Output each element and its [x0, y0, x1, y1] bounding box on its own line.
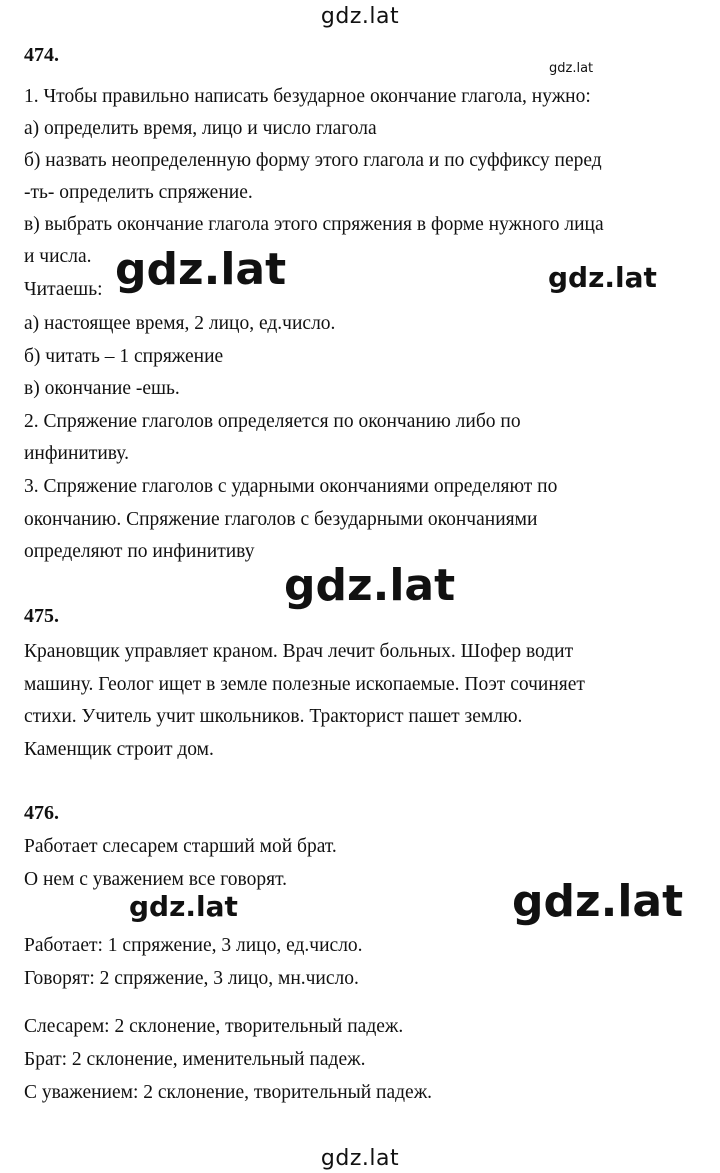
task-476-verb-line: Работает: 1 спряжение, 3 лицо, ед.число.: [24, 935, 363, 956]
watermark-large-3: gdz.lat: [512, 876, 684, 927]
task-474-line: 3. Спряжение глаголов с ударными окончаниями определяют по: [24, 476, 558, 497]
task-474-line: окончанию. Спряжение глаголов с безударными окончаниями: [24, 509, 538, 530]
watermark-large-1: gdz.lat: [115, 244, 287, 295]
task-474-line: Читаешь:: [24, 279, 103, 300]
task-474-number: 474.: [24, 44, 59, 66]
task-474-line: в) выбрать окончание глагола этого спряжения в форме нужного лица: [24, 214, 604, 235]
task-474-line: а) настоящее время, 2 лицо, ед.число.: [24, 313, 336, 334]
task-475-line: стихи. Учитель учит школьников. Тракторист пашет землю.: [24, 706, 523, 727]
task-474-line: в) окончание -ешь.: [24, 378, 180, 399]
task-474-line: б) назвать неопределенную форму этого глагола и по суффиксу перед: [24, 150, 602, 171]
task-476-verb-line: Говорят: 2 спряжение, 3 лицо, мн.число.: [24, 968, 359, 989]
task-474-line: 2. Спряжение глаголов определяется по окончанию либо по: [24, 411, 521, 432]
task-474-line: и числа.: [24, 246, 92, 267]
task-476-noun-line: Брат: 2 склонение, именительный падеж.: [24, 1049, 366, 1070]
task-474-line: б) читать – 1 спряжение: [24, 346, 224, 367]
task-474-line: 1. Чтобы правильно написать безударное окончание глагола, нужно:: [24, 86, 591, 107]
task-474-line: а) определить время, лицо и число глагола: [24, 118, 377, 139]
watermark-bottom: gdz.lat: [320, 1146, 400, 1171]
task-474-line: определяют по инфинитиву: [24, 541, 255, 562]
task-476-noun-line: Слесарем: 2 склонение, творительный падеж.: [24, 1016, 404, 1037]
task-474-line: инфинитиву.: [24, 443, 129, 464]
task-476-poem-line: Работает слесарем старший мой брат.: [24, 836, 337, 857]
task-476-number: 476.: [24, 802, 59, 824]
watermark-large-2: gdz.lat: [284, 560, 456, 611]
task-476-poem-line: О нем с уважением все говорят.: [24, 869, 288, 890]
task-475-line: Каменщик строит дом.: [24, 739, 214, 760]
watermark-medium-2: gdz.lat: [129, 890, 238, 923]
task-476-noun-line: С уважением: 2 склонение, творительный падеж.: [24, 1082, 433, 1103]
watermark-medium-1: gdz.lat: [548, 261, 657, 294]
watermark-top: gdz.lat: [320, 4, 400, 29]
task-475-number: 475.: [24, 605, 59, 627]
watermark-small: gdz.lat: [549, 61, 594, 76]
task-474-line: -ть- определить спряжение.: [24, 182, 253, 203]
task-475-line: Крановщик управляет краном. Врач лечит больных. Шофер водит: [24, 641, 574, 662]
task-475-line: машину. Геолог ищет в земле полезные ископаемые. Поэт сочиняет: [24, 674, 585, 695]
